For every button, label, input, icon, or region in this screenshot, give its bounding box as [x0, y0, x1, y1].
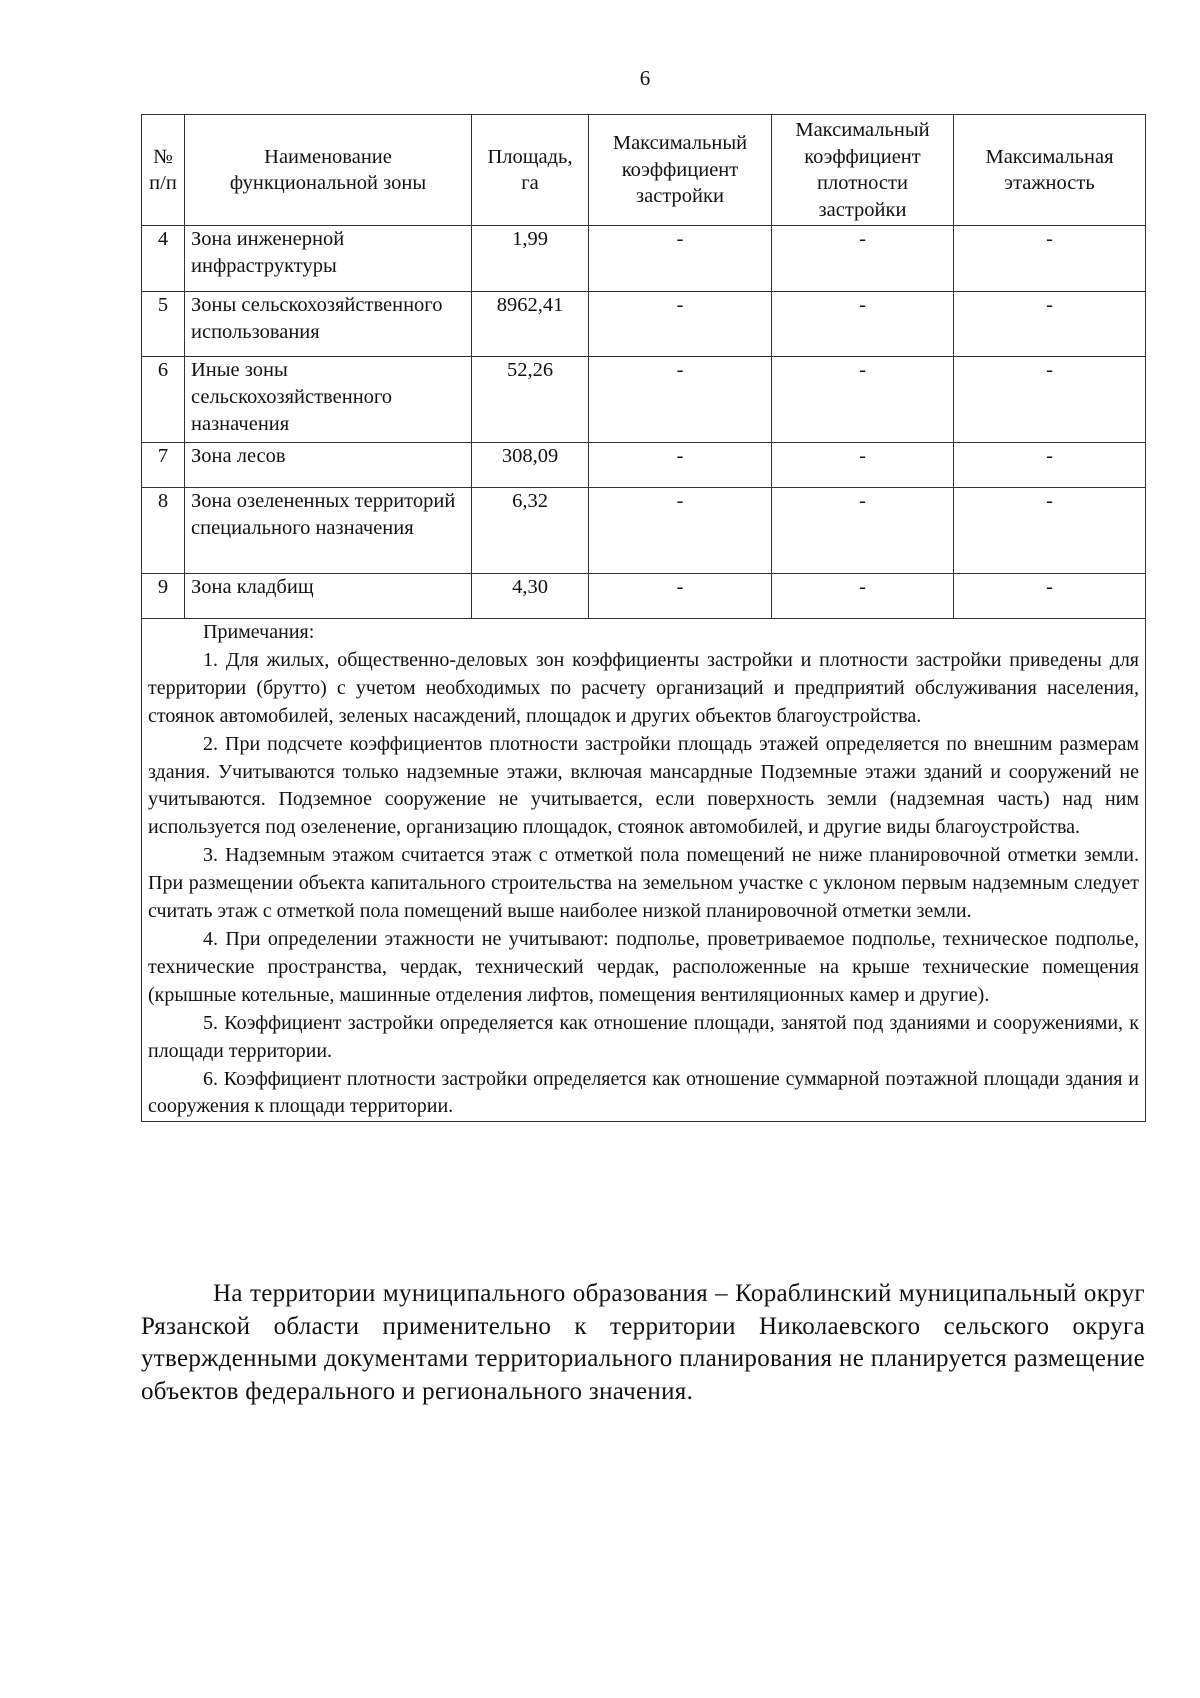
note-item: 6. Коэффициент плотности застройки определяется как отношение суммарной поэтажной площади здания и сооружения к площади территории. [148, 1067, 1139, 1118]
row-coef-density: - [772, 357, 954, 443]
row-num: 8 [142, 488, 185, 574]
row-zone-name: Иные зоны сельскохозяйственного назначения [185, 357, 472, 443]
row-coef-density: - [772, 292, 954, 357]
header-floors: Максимальная этажность [954, 115, 1146, 226]
row-zone-name: Зоны сельскохозяйственного использования [185, 292, 472, 357]
row-num: 5 [142, 292, 185, 357]
table-row [142, 443, 1146, 488]
row-zone-name: Зона кладбищ [185, 574, 472, 619]
row-coef-build: - [589, 226, 772, 292]
note-item: 3. Надземным этажом считается этаж с отметкой пола помещений не ниже планировочной отметки земли. При размещении объекта капитального строительства на земельном участке с уклоном первым надземным следует считать этаж с отметкой пола помещений выше наиболее низкой планировочной отметки земли. [148, 844, 1139, 923]
page-number: 6 [639, 66, 651, 90]
header-name: Наименование функциональной зоны [185, 115, 472, 226]
table-row [142, 574, 1146, 619]
notes-cell [142, 619, 1146, 1122]
note-item: 1. Для жилых, общественно-деловых зон коэффициенты застройки и плотности застройки приведены для территории (брутто) с учетом необходимых по расчету организаций и предприятий обслуживания населения, стоянок автомобилей, зеленых насаждений, площадок и других объектов благоустройства. [148, 648, 1139, 727]
row-coef-build: - [589, 488, 772, 574]
row-zone-name: Зона лесов [185, 443, 472, 488]
row-floors: - [954, 226, 1146, 292]
row-num: 6 [142, 357, 185, 443]
row-zone-name: Зона инженерной инфраструктуры [185, 226, 472, 292]
notes-title: Примечания: [203, 621, 315, 643]
row-coef-density: - [772, 226, 954, 292]
zones-table [141, 114, 1146, 1122]
note-item: 2. При подсчете коэффициентов плотности застройки площадь этажей определяется по внешним размерам здания. Учитываются только надземные этажи, включая мансардные Подземные этажи зданий и сооружений не учитываются. Подземное сооружение не учитывается, если поверхность земли (надземная часть) над ним используется под озеленение, организацию площадок, стоянок автомобилей, и другие виды благоустройства. [148, 732, 1139, 839]
row-floors: - [954, 292, 1146, 357]
row-area: 4,30 [472, 574, 589, 619]
table-row [142, 488, 1146, 574]
row-coef-build: - [589, 443, 772, 488]
row-floors: - [954, 357, 1146, 443]
table-header-row [142, 115, 1146, 226]
row-floors: - [954, 574, 1146, 619]
row-num: 4 [142, 226, 185, 292]
notes-row [142, 619, 1146, 1122]
row-num: 9 [142, 574, 185, 619]
row-num: 7 [142, 443, 185, 488]
table-row [142, 292, 1146, 357]
header-coef-density: Максимальный коэффициент плотности застройки [772, 115, 954, 226]
table-row [142, 357, 1146, 443]
note-item: 5. Коэффициент застройки определяется как отношение площади, занятой под зданиями и сооружениями, к площади территории. [148, 1011, 1139, 1062]
row-area: 8962,41 [472, 292, 589, 357]
row-coef-build: - [589, 292, 772, 357]
row-coef-density: - [772, 574, 954, 619]
row-coef-build: - [589, 574, 772, 619]
row-area: 1,99 [472, 226, 589, 292]
row-floors: - [954, 488, 1146, 574]
header-area: Площадь, га [472, 115, 589, 226]
row-area: 52,26 [472, 357, 589, 443]
table-row [142, 226, 1146, 292]
header-coef-build: Максимальный коэффициент застройки [589, 115, 772, 226]
body-paragraph: На территории муниципального образования – Кораблинский муниципальный округ Рязанской области применительно к территории Николаевского сельского округа утвержденными документами территориального планирования не планируется размещение объектов федерального и регионального значения. [141, 1280, 1145, 1405]
row-coef-density: - [772, 443, 954, 488]
row-area: 308,09 [472, 443, 589, 488]
row-coef-build: - [589, 357, 772, 443]
row-zone-name: Зона озелененных территорий специального назначения [185, 488, 472, 574]
row-coef-density: - [772, 488, 954, 574]
row-floors: - [954, 443, 1146, 488]
row-area: 6,32 [472, 488, 589, 574]
note-item: 4. При определении этажности не учитывают: подполье, проветриваемое подполье, техническое подполье, технические пространства, чердак, технический чердак, расположенные на крыше технические помещения (крышные котельные, машинные отделения лифтов, помещения вентиляционных камер и другие). [148, 927, 1139, 1006]
header-num: № п/п [142, 115, 185, 226]
